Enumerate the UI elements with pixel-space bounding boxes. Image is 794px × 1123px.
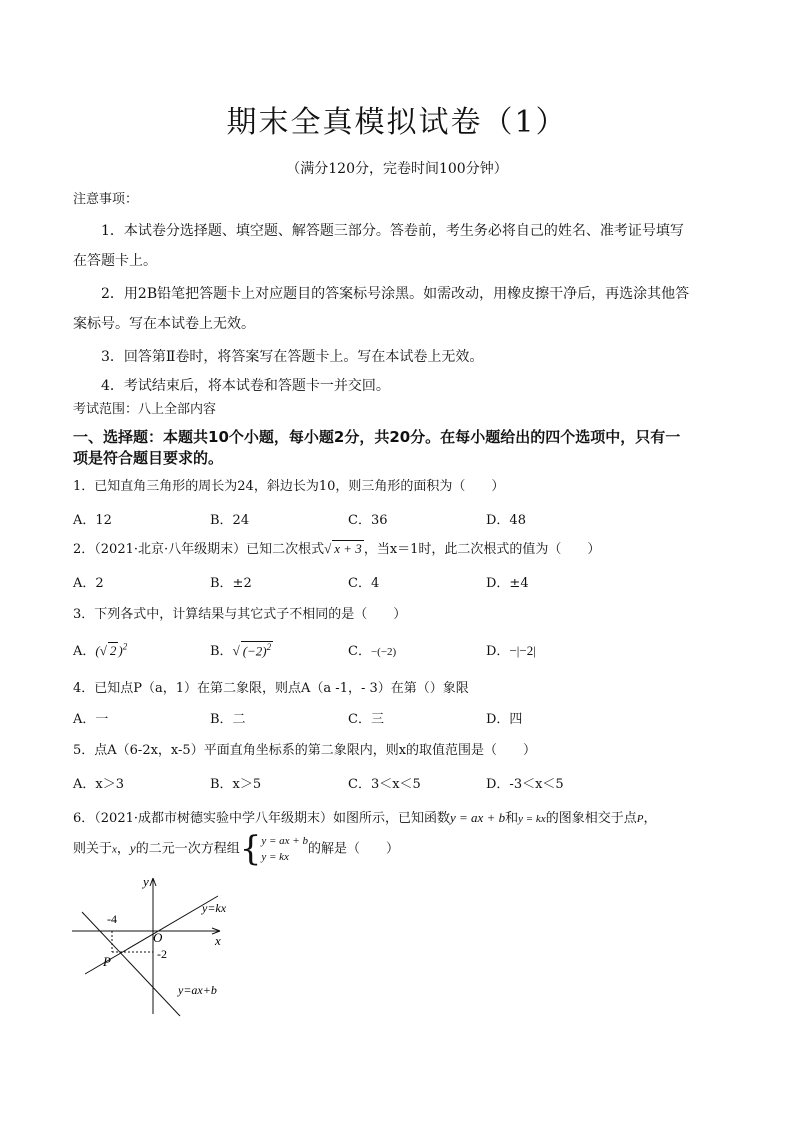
q1-option-a: A．12 xyxy=(73,513,112,528)
line-y-ax-b xyxy=(82,912,180,1016)
q4-option-d: D．四 xyxy=(486,712,523,727)
q4-stem: 4．已知点P（a，1）在第二象限，则点A（a -1，- 3）在第（）象限 xyxy=(73,681,469,696)
note-2-line-2: 案标号。写在本试卷上无效。 xyxy=(73,316,255,332)
q4-option-c: C．三 xyxy=(348,712,384,727)
q6-stem-part-5: 的解是（ ） xyxy=(307,841,399,857)
q2-stem-part-1: 2．（2021·北京·八年级期末）已知二次根式 xyxy=(73,542,325,557)
note-1-line-1: 1．本试卷分选择题、填空题、解答题三部分。答卷前，考生务必将自己的姓名、准考证号填写 xyxy=(101,223,684,239)
q3-option-b-label: B． xyxy=(210,644,233,659)
q6-system-eq-2: y = kx xyxy=(261,851,289,863)
q3-option-d-expr: −|−2| xyxy=(509,643,536,658)
exam-scope: 考试范围：八上全部内容 xyxy=(73,402,217,417)
note-2-line-1: 2．用2B铅笔把答题卡上对应题目的答案标号涂黑。如需改动，用橡皮擦干净后，再选涂其他答 xyxy=(101,286,690,302)
tick-label-minus-2: -2 xyxy=(157,947,167,961)
q1-option-d: D．48 xyxy=(486,513,526,528)
q3-option-a-exponent: 2 xyxy=(122,641,128,652)
q6-system-brace: { xyxy=(239,829,262,869)
q3-option-d xyxy=(486,640,536,659)
note-3: 3．回答第Ⅱ卷时，将答案写在答题卡上。写在本试卷上无效。 xyxy=(101,349,484,365)
q6-stem-part-4: 的二元一次方程组 xyxy=(135,841,240,857)
q6-function-2: y = kx xyxy=(518,813,546,825)
q3-option-b-exponent: 2 xyxy=(266,641,272,652)
page-title: 期末全真模拟试卷（1） xyxy=(226,105,568,140)
q5-stem: 5．点A（6-2x，x-5）平面直角坐标系的第二象限内，则x的取值范围是（ ） xyxy=(73,743,537,758)
q1-stem: 1．已知直角三角形的周长为24，斜边长为10，则三角形的面积为（ ） xyxy=(73,479,505,494)
q3-option-c-expr: −(−2) xyxy=(370,646,397,658)
q3-option-c-label: C． xyxy=(348,644,371,659)
q5-option-a: A．x＞3 xyxy=(73,777,124,792)
q2-stem-part-2: ，当x＝1时，此二次根式的值为（ ） xyxy=(363,542,601,557)
q6-separator: ， xyxy=(116,841,130,857)
section-1-heading-line-2: 项是符合题目要求的。 xyxy=(73,449,224,467)
section-1-heading-line-1: 一、选择题：本题共10个小题，每小题2分，共20分。在每小题给出的四个选项中，只有一 xyxy=(73,428,681,446)
q2-stem xyxy=(73,538,600,557)
q6-point-p: P xyxy=(636,813,644,825)
q3-stem: 3．下列各式中，计算结果与其它式子不相同的是（ ） xyxy=(73,607,407,622)
q2-option-d: D．±4 xyxy=(486,576,529,591)
q2-radical: √ x + 3 xyxy=(324,541,362,556)
line-axb-label: y=ax+b xyxy=(178,983,217,997)
q6-stem-end: ， xyxy=(643,811,657,826)
q3-option-a-label: A． xyxy=(73,644,96,659)
q6-equation-system xyxy=(261,833,308,865)
line-kx-label: y=kx xyxy=(202,901,227,915)
q6-var-x: x xyxy=(112,843,117,856)
point-p-label: P xyxy=(103,954,111,969)
q4-option-b: B．二 xyxy=(210,712,246,727)
q6-figure xyxy=(60,868,240,1018)
q2-option-b: B．±2 xyxy=(210,576,252,591)
q3-option-a: A．(√ 2 )$^2$ xyxy=(73,641,128,659)
q3-option-a-radicand: 2 xyxy=(109,643,117,658)
y-axis-label: y xyxy=(143,874,149,889)
origin-label: O xyxy=(153,930,163,945)
q3-option-d-label: D． xyxy=(486,644,510,659)
q3-option-b-radicand: (−2) xyxy=(242,643,267,658)
q6-stem-part-2: 的图象相交于点 xyxy=(545,811,637,826)
note-1-line-2: 在答题卡上。 xyxy=(73,253,157,269)
q1-option-b: B．24 xyxy=(210,513,250,528)
q6-var-y: y xyxy=(129,840,136,856)
q6-stem-line-2 xyxy=(73,829,399,869)
q4-option-a: A．一 xyxy=(73,712,109,727)
q6-and: 和 xyxy=(505,811,519,826)
q2-option-a: A．2 xyxy=(73,576,104,591)
q6-system-eq-1: y = ax + b xyxy=(261,835,308,847)
q6-function-1: y = ax + b xyxy=(450,810,506,825)
x-axis-label: x xyxy=(215,933,221,948)
page-subtitle: （满分120分，完卷时间100分钟） xyxy=(286,161,508,177)
q6-stem-part-3: 则关于 xyxy=(73,841,113,857)
q3-option-b: B．√ $(-2)^2$ xyxy=(210,641,272,659)
q5-option-d: D．-3＜x＜5 xyxy=(486,777,564,792)
q5-option-c: C．3＜x＜5 xyxy=(348,777,421,792)
tick-label-minus-4: -4 xyxy=(107,912,117,926)
q2-radicand: x + 3 xyxy=(334,541,362,556)
q1-option-c: C．36 xyxy=(348,513,388,528)
q3-option-c xyxy=(348,640,396,659)
q2-option-c: C．4 xyxy=(348,576,380,591)
q6-stem-part-1: 6．（2021·成都市树德实验中学八年级期末）如图所示，已知函数 xyxy=(73,811,450,826)
note-4: 4．考试结束后，将本试卷和答题卡一并交回。 xyxy=(101,378,390,394)
notes-heading: 注意事项： xyxy=(73,192,139,207)
q5-option-b: B．x＞5 xyxy=(210,777,262,792)
q6-stem-line-1 xyxy=(73,807,656,826)
